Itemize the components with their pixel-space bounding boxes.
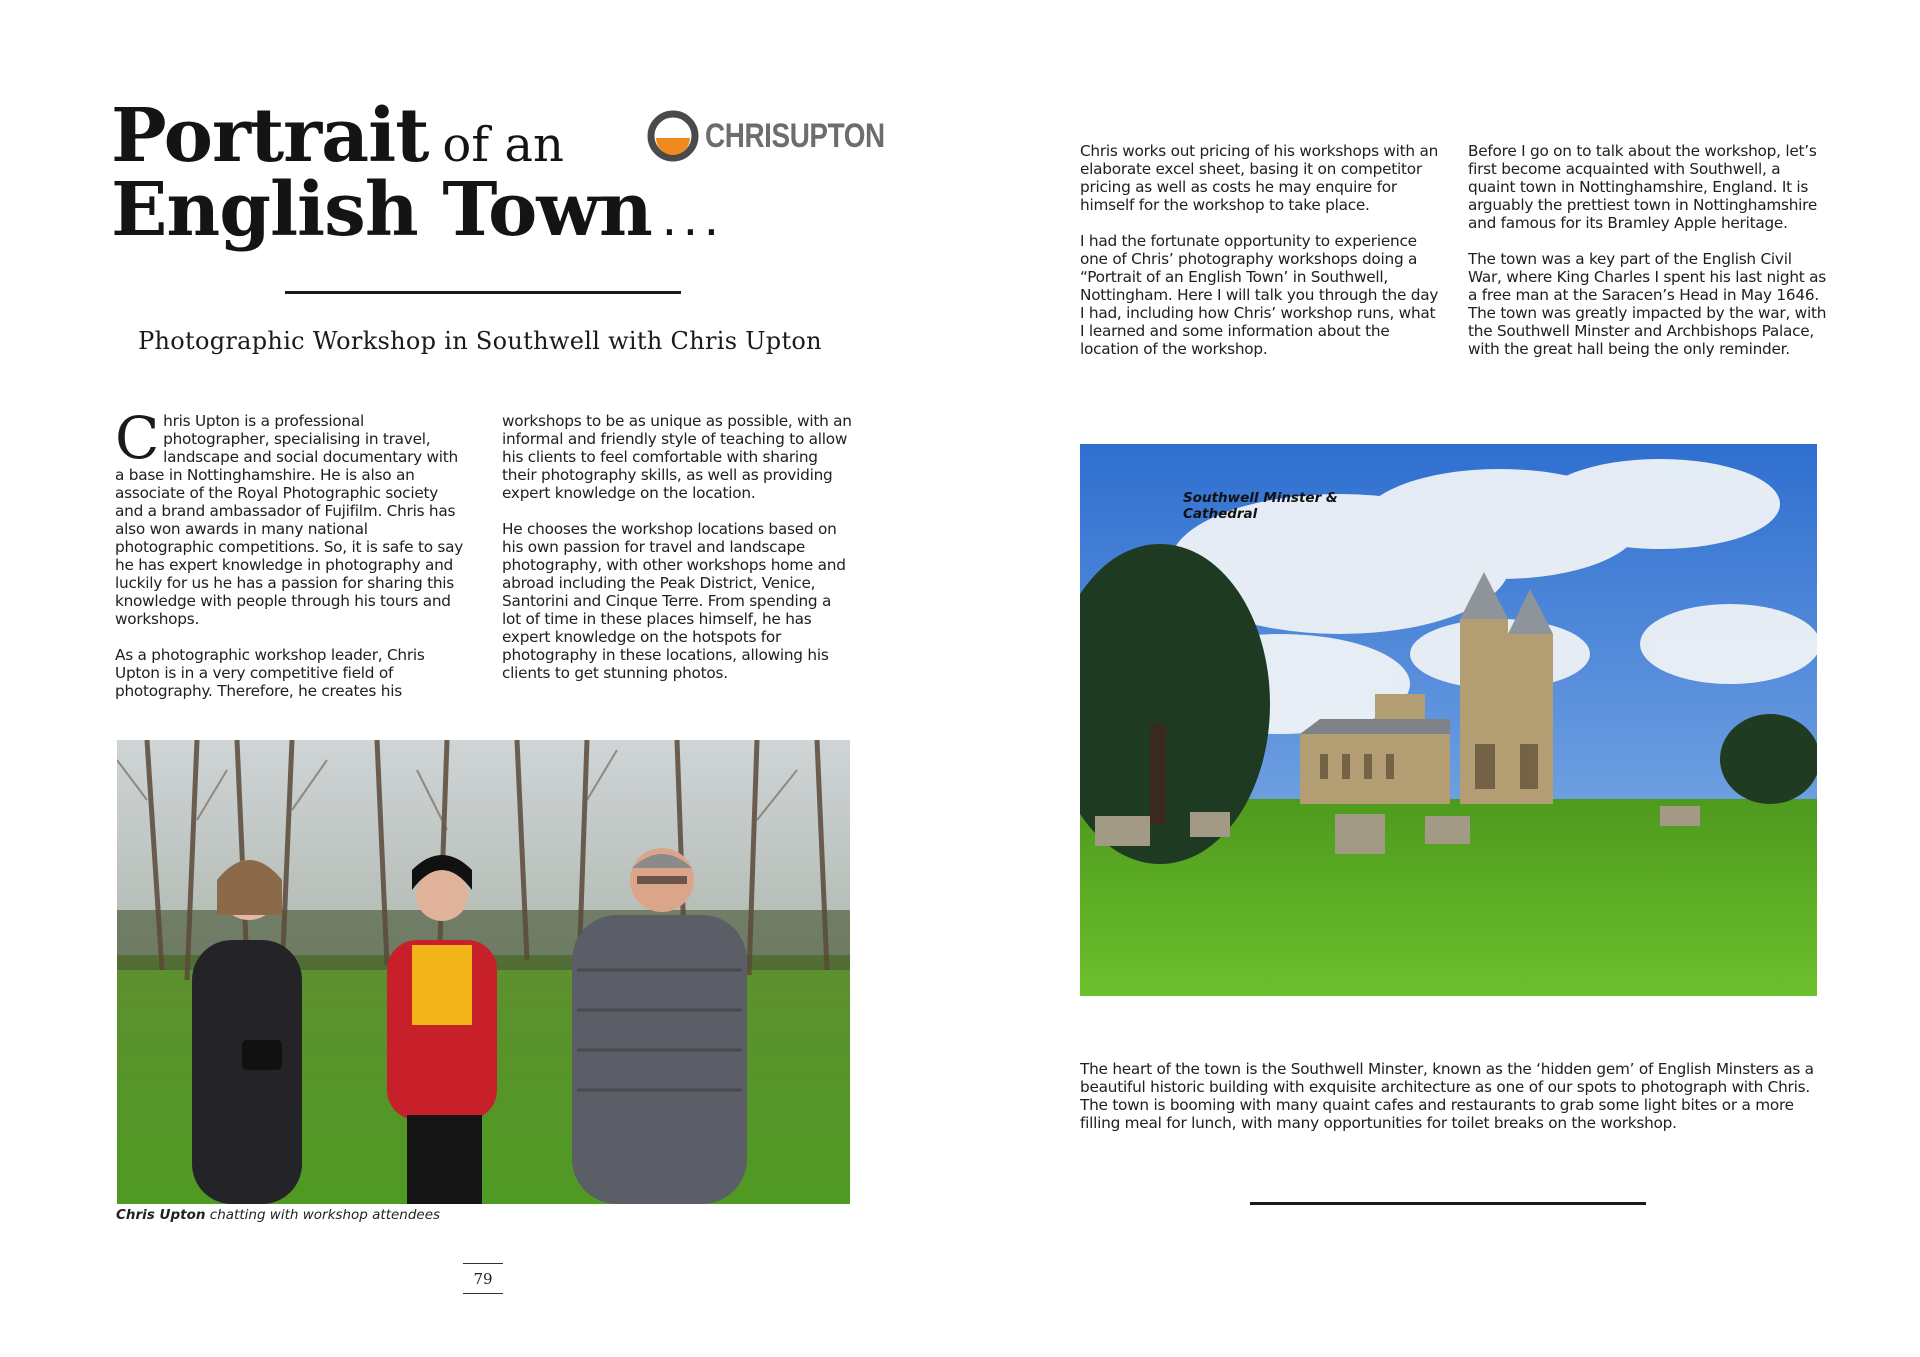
page-number: 79 (463, 1263, 503, 1294)
caption-text: chatting with workshop attendees (205, 1207, 441, 1223)
article-title-line-1 (111, 93, 564, 179)
title-ellipsis: ... (661, 187, 725, 247)
title-word-of-an: of an (442, 117, 564, 173)
logo-circle-icon (647, 110, 699, 162)
text-column-4 (1468, 142, 1828, 376)
southwell-minster-photo (1080, 444, 1817, 996)
text-column-3 (1080, 142, 1440, 376)
col4-paragraph-2: The town was a key part of the English Civil War, where King Charles I spent his last night as a free man at the Saracen’s Head in May 1646. The town was greatly impacted by the war, with the Southwell Minster and Archbishops Palace, with the great hall being the only reminder. (1468, 250, 1827, 358)
article-subtitle: Photographic Workshop in Southwell with Chris Upton (138, 327, 822, 355)
title-word-portrait: Portrait (111, 93, 429, 179)
divider-top (285, 291, 681, 294)
photo-illustration (1080, 444, 1817, 996)
photo-caption (116, 1207, 440, 1223)
logo-text: CHRISUPTON (705, 116, 885, 155)
drop-cap: C (115, 404, 160, 472)
title-english-town: English Town (111, 167, 652, 253)
bottom-paragraph: The heart of the town is the Southwell Minster, known as the ‘hidden gem’ of English Minsters as a beautiful historic building with exquisite architecture as one of our spots to photograph with Chris. The town is booming with many quaint cafes and restaurants to grab some light bites or a more filling meal for lunch, with many opportunities for toilet breaks on the workshop. (1080, 1060, 1814, 1132)
photo-label: Southwell Minster & Cathedral (1183, 490, 1338, 522)
intro-paragraph-1 (115, 404, 467, 628)
col2-paragraph-1: workshops to be as unique as possible, with an informal and friendly style of teaching to allow his clients to feel comfortable with sharing their photography skills, as well as providing expert knowledge on the location. (502, 412, 852, 502)
intro-paragraph-1-text: hris Upton is a professional photographer, specialising in travel, landscape and social documentary with a base in Nottinghamshire. He is also an associate of the Royal Photographic society and a brand ambassador of Fujifilm. Chris has also won awards in many national photographic competitions. So, it is safe to say he has expert knowledge in photography and luckily for us he has a passion for sharing this knowledge with people through his tours and workshops. (115, 412, 464, 628)
col4-paragraph-1: Before I go on to talk about the workshop, let’s first become acquainted with Southwell, a quaint town in Nottinghamshire, England. It is arguably the prettiest town in Nottinghamshire and famous for its Bramley Apple heritage. (1468, 142, 1818, 232)
divider-bottom (1250, 1202, 1646, 1205)
article-title-line-2 (111, 167, 725, 253)
chris-upton-logo (647, 110, 924, 162)
text-column-2 (502, 412, 854, 700)
workshop-attendees-photo (117, 740, 850, 1204)
intro-paragraph-2: As a photographic workshop leader, Chris Upton is in a very competitive field of photography. Therefore, he creates his (115, 646, 425, 700)
text-column-1 (115, 404, 467, 718)
col3-paragraph-2: I had the fortunate opportunity to experience one of Chris’ photography workshops doing a “Portrait of an English Town’ in Southwell, Nottingham. Here I will talk you through the day I had, including how Chris’ workshop runs, what I learned and some information about the location of the workshop. (1080, 232, 1439, 358)
photo-illustration (117, 740, 850, 1204)
col3-paragraph-1: Chris works out pricing of his workshops with an elaborate excel sheet, basing it on competitor pricing as well as costs he may enquire for himself for the workshop to take place. (1080, 142, 1439, 214)
col2-paragraph-2: He chooses the workshop locations based on his own passion for travel and landscape photography, with other workshops home and abroad including the Peak District, Venice, Santorini and Cinque Terre. From spending a lot of time in these places himself, he has expert knowledge on the hotspots for photography in these locations, allowing his clients to get stunning photos. (502, 520, 846, 682)
caption-name: Chris Upton (116, 1207, 206, 1223)
